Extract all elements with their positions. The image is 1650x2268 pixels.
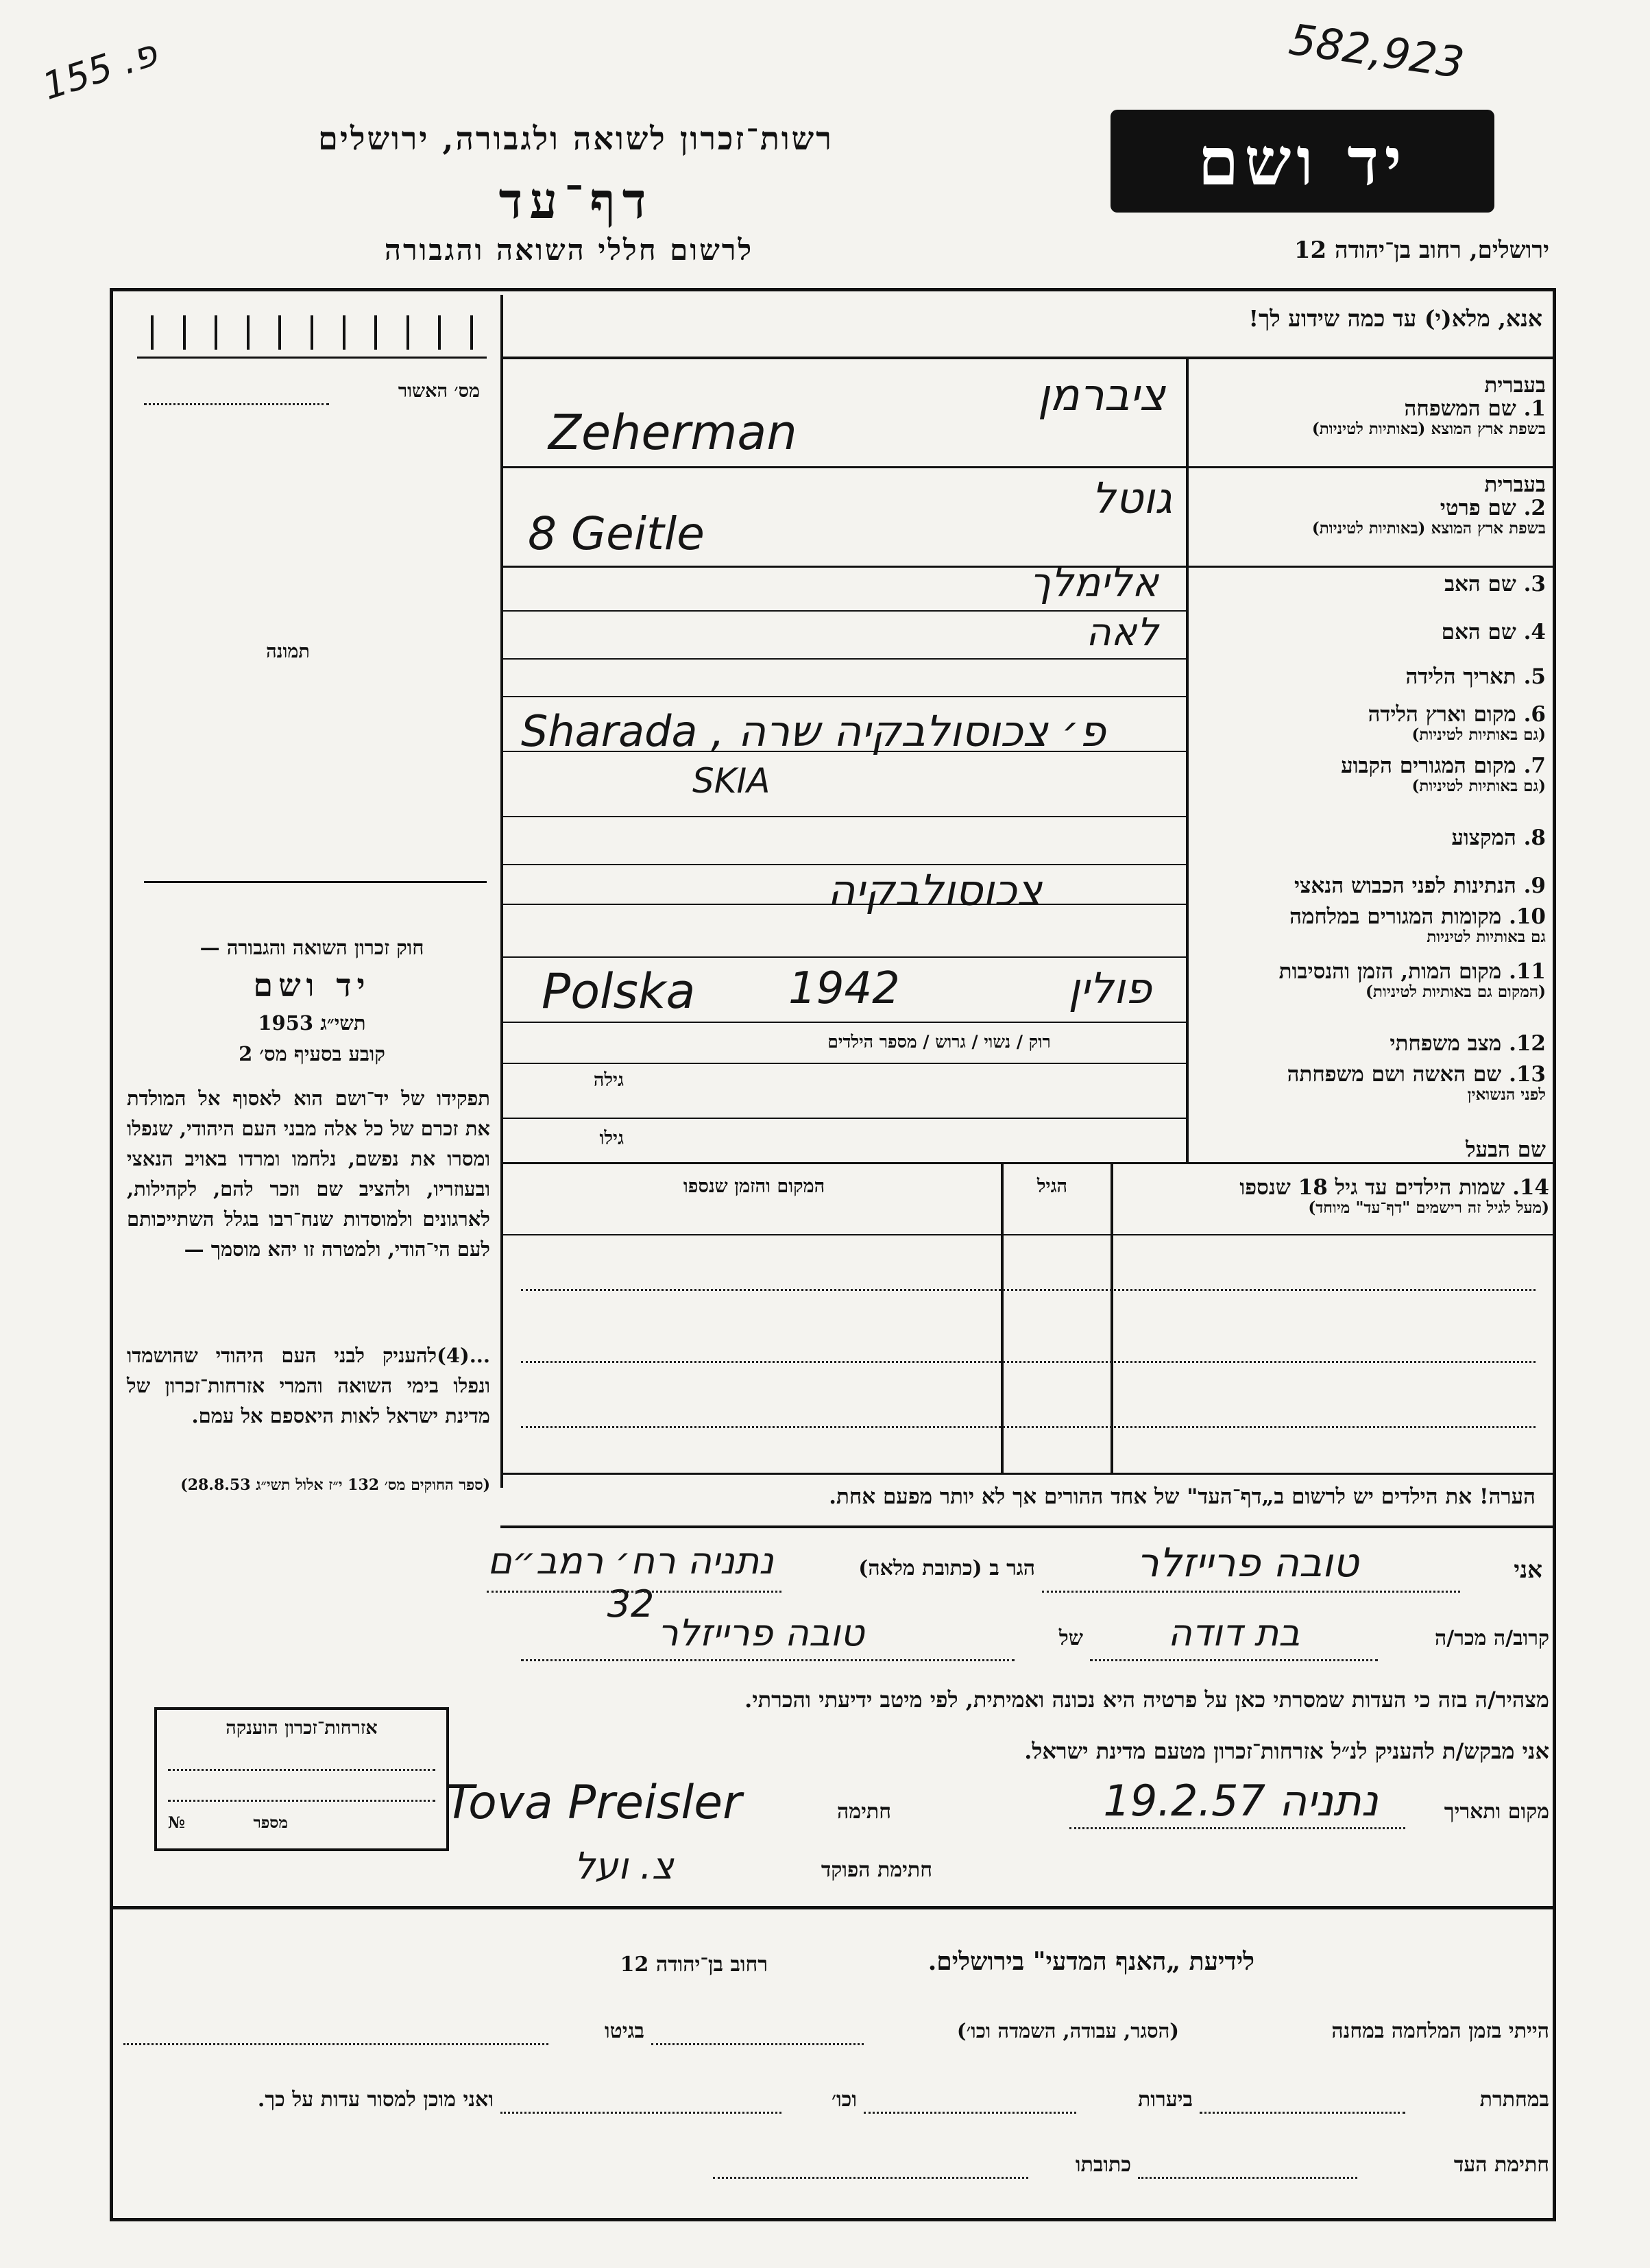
- relation-value: בת דודה: [1167, 1611, 1300, 1654]
- field-sub: (גם באותיות לטיניות): [1411, 777, 1546, 796]
- field-label-text: המקצוע: [1451, 825, 1516, 850]
- logo-text: יד ושם: [1198, 122, 1407, 200]
- field-sub: (מעל לגיל זה רישמים "דף־עד" מיוחד): [1308, 1198, 1549, 1218]
- law-year: תשי״ג 1953: [258, 1011, 366, 1035]
- citizenship-title: אזרחות־זכרון הוענקה: [226, 1717, 378, 1739]
- field-num: 13.: [1509, 1062, 1546, 1087]
- field-num: 6.: [1523, 702, 1546, 727]
- mother-name-value: לאה: [1086, 610, 1158, 655]
- field-num: 14.: [1512, 1175, 1549, 1200]
- page-title: דף־עד: [498, 171, 653, 230]
- field-label-text: שם פרטי: [1440, 496, 1516, 521]
- field-birthdate-label: [1196, 665, 1546, 688]
- field-num: 4.: [1523, 620, 1546, 644]
- declaration-request: אני מבקש/ת להעניק לנ״ל אזרחות־זכרון מטעם מדינת ישראל.: [1024, 1738, 1549, 1764]
- field-sub: בשפת ארץ המוצא (באותיות לטיניות): [1311, 420, 1546, 439]
- subtitle: לרשום חללי השואה והגבורה: [384, 233, 754, 267]
- family-name-latin: Zeherman: [548, 405, 797, 461]
- law-text-continued: ...(4)להעניק לבני העם היהודי שהושמדו ונפלו בימי השואה והמרי אזרחות־זכרון של מדינת ישראל לאות היאספם אל עמם.: [127, 1344, 490, 1427]
- field-num: 9.: [1523, 873, 1546, 898]
- field-wartime-residence-label: [1196, 905, 1546, 945]
- field-occupation-label: [1196, 826, 1546, 849]
- field-label-text: הנתינות לפני הכבוש הנאצי: [1294, 873, 1516, 898]
- photo-label: תמונה: [266, 641, 310, 662]
- field-residence-label: [1196, 754, 1546, 795]
- field-birthplace-label: [1196, 703, 1546, 743]
- hebrew-tag: בעברית: [1484, 373, 1546, 398]
- field-sub: בשפת ארץ המוצא (באותיות לטיניות): [1311, 519, 1546, 538]
- officer-signature: צ. ועל: [574, 1844, 674, 1887]
- field-label-text: שם המשפחה: [1404, 396, 1516, 422]
- field-num: 11.: [1509, 959, 1546, 984]
- field-label-text: מקומות המגורים במלחמה: [1289, 904, 1502, 929]
- citizenship-number-label: מספר: [253, 1813, 288, 1832]
- org-name: רשות־זכרון לשואה ולגבורה, ירושלים: [318, 120, 834, 157]
- camp-line-start: הייתי בזמן המלחמה במחנה: [1331, 2019, 1549, 2043]
- citizenship-number-symbol: №: [168, 1813, 185, 1832]
- institute-title: לידיעת „האנף המדעי" בירושלים.: [927, 1947, 1254, 1976]
- field-mother-label: [1196, 620, 1546, 644]
- testimony-offer: ואני מוכן למסור עדות על כך.: [257, 2088, 494, 2112]
- signature-label: חתימה: [837, 1800, 891, 1824]
- children-col-place: המקום והזמן שנספו: [683, 1176, 825, 1197]
- death-year: 1942: [788, 963, 900, 1014]
- camp-line-mid: (הסגר, עבודה, השמדה וכו׳): [956, 2019, 1179, 2042]
- witness-signature: Tova Preisler: [446, 1776, 742, 1830]
- forests-label: ביערות: [1137, 2088, 1193, 2112]
- law-name: יד ושם: [253, 967, 371, 1004]
- field-num: 2.: [1523, 496, 1546, 521]
- field-death-label: [1196, 960, 1546, 1000]
- field-label-text: שם האב: [1444, 572, 1516, 596]
- declaration-ani: אני: [1514, 1556, 1542, 1584]
- field-label-text: תאריך הלידה: [1405, 664, 1516, 689]
- archive-number: 582,923: [1286, 14, 1468, 88]
- children-col-age: הגיל: [1036, 1176, 1068, 1197]
- family-name-hebrew: ציברמן: [1037, 370, 1165, 421]
- children-label: [1111, 1176, 1549, 1216]
- field-husband-label: [1196, 1138, 1546, 1161]
- witness-address-label: כתובתו: [1075, 2153, 1131, 2177]
- witness-address-value: נתניה רח׳ רמב״ם 32: [487, 1539, 774, 1626]
- institute-address: רחוב בן־יהודה 12: [620, 1953, 768, 1977]
- place-date-value: נתניה 19.2.57: [1103, 1776, 1379, 1826]
- declaration-statement: מצהיר/ה בזה כי העדות שמסרתי כאן על פרטיה היא נכונה ואמיתית, לפי מיטב ידיעתי והכרתי.: [744, 1687, 1549, 1713]
- field-num: 8.: [1523, 825, 1546, 850]
- field-label-text: מצב משפחתי: [1390, 1031, 1502, 1056]
- officer-label: חתימת הפוקד: [821, 1858, 932, 1882]
- father-name-value: אלימלך: [1029, 559, 1158, 605]
- field-num: 7.: [1523, 753, 1546, 778]
- place-date-label: מקום ותאריך: [1444, 1800, 1549, 1824]
- law-clause: קובע בסעיף מס׳ 2: [239, 1042, 385, 1065]
- death-place-hebrew: פולין: [1068, 963, 1152, 1013]
- field-label-text: שמות הילדים עד גיל 18 שנספו: [1239, 1175, 1505, 1200]
- header-address: ירושלים, רחוב בן־יהודה 12: [1294, 237, 1549, 264]
- nationality-value: צכוסולבקיה: [827, 865, 1042, 915]
- left-column-box: [117, 295, 503, 1488]
- top-left-reference: פ. 155: [37, 31, 162, 108]
- field-father-label: [1196, 572, 1546, 596]
- husband-age-label: גילו: [599, 1128, 624, 1149]
- relative-label: קרוב/ה מכר/ה: [1435, 1626, 1549, 1650]
- children-note: הערה! את הילדים יש לרשום ב„דף־העד" של אחד ההורים אך לא יותר מפעם אחת.: [829, 1484, 1536, 1509]
- permit-label: מס׳ האשור: [398, 381, 480, 402]
- first-name-hebrew: גוטל: [1091, 473, 1172, 523]
- etc-label: וכו׳: [832, 2088, 857, 2112]
- field-label-text: מקום המות, הזמן והנסיבות: [1278, 959, 1502, 984]
- marital-options: רוק / נשוי / גרוש / מספר הילדים: [827, 1032, 1051, 1052]
- of-label: של: [1058, 1626, 1083, 1650]
- birthplace-value: Sharada , פ׳ צכוסולבקיה שרה: [521, 706, 1106, 756]
- underground-label: במחתרת: [1479, 2088, 1549, 2112]
- field-sub: לפני הנשואין: [1467, 1085, 1546, 1105]
- field-family-name-label: [1196, 374, 1546, 437]
- field-num: 10.: [1509, 904, 1546, 929]
- wife-age-label: גילה: [593, 1070, 624, 1091]
- field-wife-label: [1196, 1063, 1546, 1103]
- witness-name-value: טובה פרייזלר: [1137, 1539, 1359, 1586]
- yad-vashem-logo: [1111, 110, 1494, 213]
- first-name-latin: 8 Geitle: [528, 507, 705, 560]
- field-marital-label: [1196, 1032, 1546, 1055]
- field-num: 1.: [1523, 396, 1546, 422]
- field-label-text: מקום המגורים הקבוע: [1341, 753, 1516, 778]
- field-sub: (גם באותיות לטיניות): [1411, 725, 1546, 745]
- death-place-latin: Polska: [542, 963, 696, 1020]
- law-reference: (ספר החוקים מס׳ 132 י״ז אלול תשי״ג 28.8.53): [180, 1476, 490, 1494]
- field-sub: (המקום גם באותיות לטיניות): [1366, 982, 1546, 1002]
- of-value: טובה פרייזלר: [657, 1611, 864, 1654]
- form-intro: אנא, מלא(י) עד כמה שידוע לך!: [1248, 305, 1542, 332]
- hebrew-tag: בעברית: [1484, 472, 1546, 497]
- field-num: 3.: [1523, 572, 1546, 596]
- field-num: 5.: [1523, 664, 1546, 689]
- field-num: 12.: [1509, 1031, 1546, 1056]
- law-text: תפקידו של יד־ושם הוא לאסוף אל המולדת את זכרם של כל אלה מבני העם היהודי, שנפלו ומסרו את נפשם, נלחמו ומרדו באויב הנאצי ובעוזריו, ולהציב שם וזכר להם, לקהילות, לארגונים ולמוסדות שנח־רבו בגלל השתייכותם לעם הי־הודי, ולמטרה זו יהא מוסמך —: [127, 1087, 490, 1261]
- residence-value: SKIA: [692, 761, 771, 801]
- field-label-text: שם הבעל: [1466, 1137, 1546, 1162]
- camp-line-end: בגיטו: [604, 2019, 644, 2043]
- field-label-text: מקום וארץ הלידה: [1368, 702, 1516, 727]
- witness-signature-label: חתימת העד: [1453, 2153, 1549, 2177]
- law-title: חוק זכרון השואה והגבורה —: [199, 936, 424, 959]
- field-label-text: שם האם: [1441, 620, 1516, 644]
- field-label-text: שם האשה ושם משפחתה: [1287, 1062, 1502, 1087]
- resident-label: הגר ב (כתובת מלאה): [858, 1556, 1035, 1580]
- field-nationality-label: [1196, 874, 1546, 897]
- field-first-name-label: [1196, 473, 1546, 537]
- field-sub: גם באותיות לטיניות: [1427, 928, 1546, 947]
- permit-ticks: [151, 315, 473, 350]
